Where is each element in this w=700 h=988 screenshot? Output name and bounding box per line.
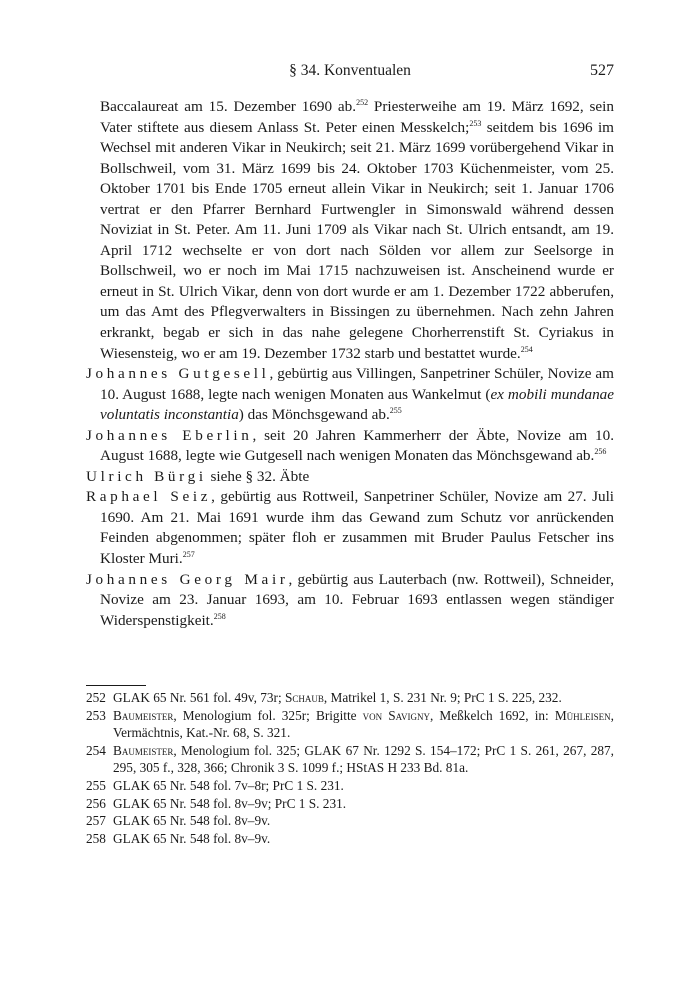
entry-eberlin — [86, 426, 614, 467]
text-segment: GLAK 65 Nr. 561 fol. 49v, 73r; — [113, 690, 285, 705]
footnote-number: 253 — [86, 707, 106, 723]
text-segment: , Meßkelch 1692, in: — [430, 707, 555, 723]
footnote-ref: 256 — [594, 447, 607, 457]
footnote-number: 255 — [86, 777, 106, 793]
person-name: Johannes Georg Mair — [86, 570, 289, 588]
text-segment: , Menologium fol. 325r; Brigitte — [173, 707, 363, 723]
footnote-separator — [86, 685, 146, 686]
footnote-ref: 252 — [356, 98, 369, 107]
text-segment: , gebürtig aus Villingen, Sanpetriner Schüler, Novize am 10. August 1688, legte nach wenigen Monaten aus Wankelmut ( — [100, 365, 614, 403]
text-segment: Priesterweihe am 19. März 1692, sein Vater stiftete aus diesem Anlass St. Peter einen Messkelch; — [100, 98, 614, 136]
running-head: § 34. Konventualen — [289, 62, 411, 79]
footnote — [86, 689, 614, 707]
text-segment: , gebürtig aus Rottweil, Sanpetriner Schüler, Novize am 27. Juli 1690. Am 21. Mai 1691 wurde ihm das Gewand zum Schutz vor anrückenden Feinden abgenommen; später floh er zusammen mit Bruder Paulus Fetscher ins Kloster Muri. — [100, 488, 615, 568]
author-name: Mühleisen — [554, 707, 611, 723]
footnote-number: 252 — [86, 690, 106, 705]
footnote — [86, 830, 614, 848]
footnote-ref: 255 — [389, 406, 402, 416]
footnote-number: 257 — [86, 813, 106, 829]
author-name: von Savigny — [362, 707, 430, 723]
footnote-text — [113, 707, 614, 742]
footnote-ref: 257 — [182, 550, 195, 560]
footnote-number: 258 — [86, 830, 106, 846]
person-name: Johannes Eberlin — [86, 426, 253, 444]
text-segment: , Matrikel 1, S. 231 Nr. 9; PrC 1 S. 225, 232. — [323, 690, 562, 705]
footnote — [86, 707, 614, 742]
continued-paragraph — [86, 97, 614, 364]
text-segment: , Menologium fol. 325; GLAK 67 Nr. 1292 S. 154–172; PrC 1 S. 261, 267, 287, 295, 305 f., 328, 366; Chronik 3 S. 1099 f.; HStAS H 233 Bd. 81a. — [113, 742, 614, 776]
footnote-text: GLAK 65 Nr. 548 fol. 8v–9v. — [113, 830, 271, 846]
text-segment: Baccalaureat am 15. Dezember 1690 ab. — [100, 98, 357, 115]
footnote-number: 254 — [86, 742, 106, 758]
footnote-ref: 258 — [213, 611, 226, 621]
latin-quote: ex mobili mundanae voluntatis inconstantia — [100, 385, 614, 424]
footnote — [86, 795, 614, 813]
page-number: 527 — [590, 62, 614, 79]
entry-buergi — [86, 467, 614, 488]
entry-mair — [86, 570, 614, 632]
footnote-text: GLAK 65 Nr. 548 fol. 7v–8r; PrC 1 S. 231. — [113, 777, 344, 793]
footnote-text — [113, 689, 614, 707]
entry-seiz — [86, 487, 614, 569]
person-name: Raphael Seiz — [86, 488, 212, 506]
entry-gutgesell — [86, 364, 614, 426]
text-segment: siehe § 32. Äbte — [206, 467, 310, 485]
person-name: Johannes Gutgesell — [86, 365, 270, 383]
footnotes — [86, 689, 614, 847]
footnote-number: 256 — [86, 795, 106, 811]
text-segment: ) das Mönchsgewand ab. — [238, 406, 390, 424]
text-segment: , Vermächtnis, Kat.-Nr. 68, S. 321. — [113, 707, 614, 741]
page-header — [86, 62, 614, 84]
text-segment: , seit 20 Jahren Kammerherr der Äbte, Novize am 10. August 1688, legte wie Gutgesell nach wenigen Monaten das Mönchsgewand ab. — [100, 426, 615, 465]
footnote-ref: 254 — [520, 344, 533, 354]
footnote — [86, 777, 614, 795]
footnote — [86, 742, 614, 777]
person-name: Ulrich Bürgi — [86, 467, 207, 485]
footnote-ref: 253 — [469, 118, 482, 128]
text-segment: , gebürtig aus Lauterbach (nw. Rottweil), Schneider, Novize am 23. Januar 1693, am 10. Februar 1693 entlassen wegen ständiger Widerspenstigkeit. — [100, 570, 614, 629]
footnote-text: GLAK 65 Nr. 548 fol. 8v–9v. — [113, 813, 271, 829]
author-name: Baumeister — [113, 742, 174, 758]
footnote-text: GLAK 65 Nr. 548 fol. 8v–9v; PrC 1 S. 231. — [113, 795, 347, 811]
author-name: Schaub — [284, 690, 324, 705]
footnote-text — [113, 742, 614, 777]
main-text — [86, 97, 614, 631]
author-name: Baumeister — [113, 707, 174, 723]
footnote — [86, 812, 614, 830]
text-segment: seitdem bis 1696 im Wechsel mit anderen Vikar in Neukirch; seit 21. März 1699 vorübergehend Vikar in Bollschweil, vom 31. März 1699 bis 24. Oktober 1703 Küchenmeister, vom 25. Oktober 1701 bis Ende 1705 erneut allein Vikar in Neukirch; seit 1. Januar 1706 vertrat er den Pfarrer Bernhard Furtwengler in Simonswald während dessen Noviziat in St. Peter. Am 11. Juni 1709 als Vikar nach St. Ulrich entsandt, am 19. April 1712 wechselte er von dort nach Sölden vor allem zur Seelsorge in Bollschweil, wo er noch im Mai 1715 nachzuweisen ist. Anscheinend wurde er erneut in St. Ulrich Vikar, denn von dort wurde er am 1. Dezember 1722 abberufen, um das Amt des Pflegverwalters in Bissingen zu übernehmen. Nach zehn Jahren erkrankt, begab er sich in das nahe gelegene Chorherrenstift St. Cyriakus in Wiesensteig, wo er am 19. Dezember 1732 starb und bestattet wurde. — [100, 118, 614, 362]
